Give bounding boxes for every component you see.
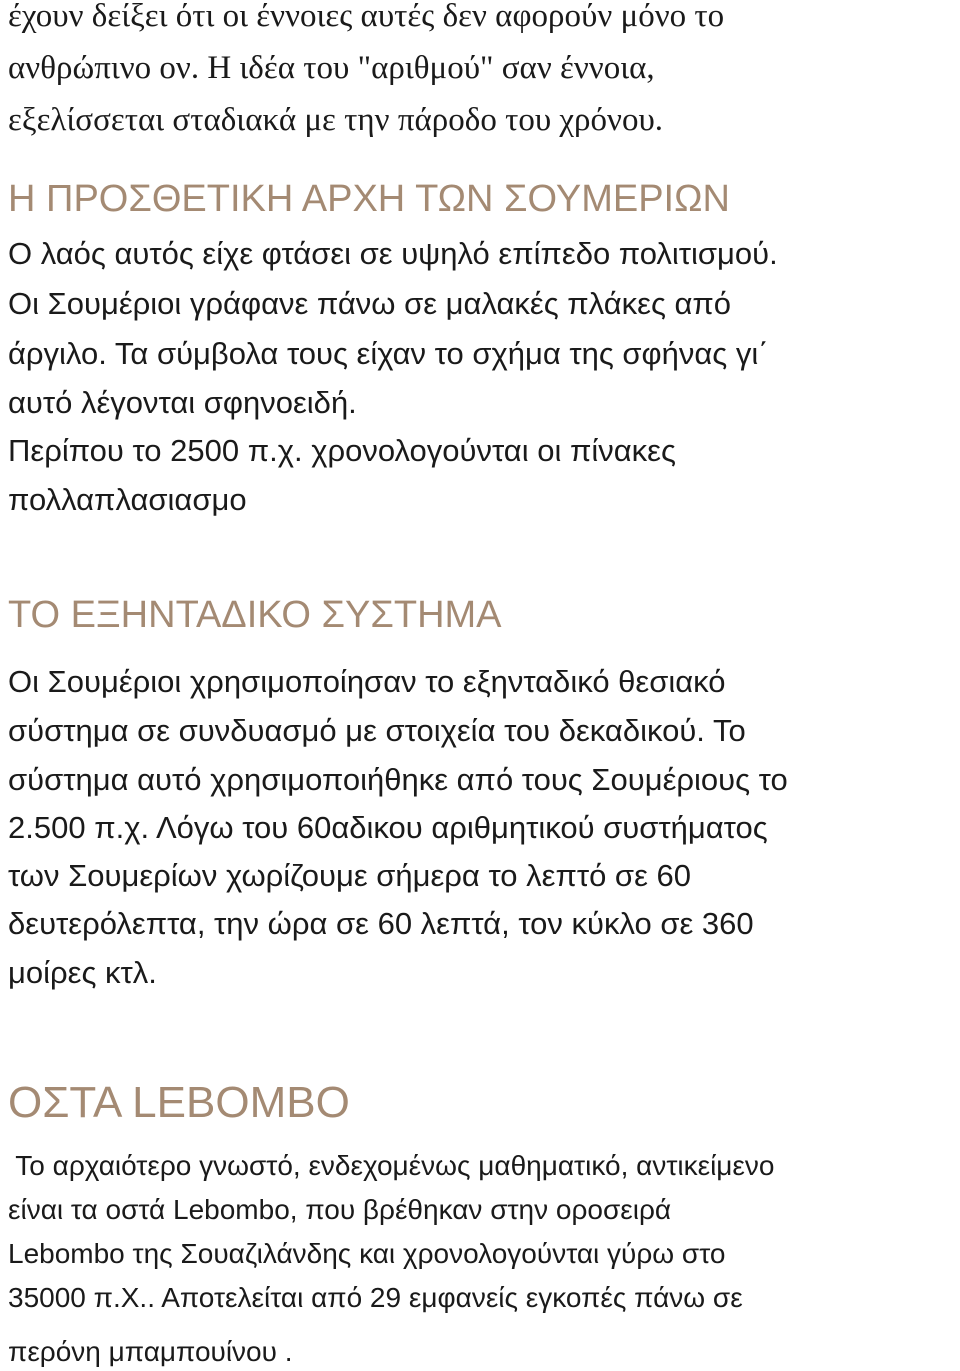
sumerian-line-3: άργιλο. Τα σύμβολα τους είχαν το σχήμα της σφήνας γι΄ <box>8 336 769 371</box>
sexagesimal-line-5: των Σουμερίων χωρίζουμε σήμερα το λεπτό σε 60 <box>8 858 691 893</box>
section-heading-lebombo: ΟΣΤΑ LEBOMBO <box>8 1078 350 1127</box>
sumerian-line-2: Οι Σουμέριοι γράφανε πάνω σε μαλακές πλάκες από <box>8 286 732 321</box>
sexagesimal-line-7: μοίρες κτλ. <box>8 955 157 990</box>
sexagesimal-line-2: σύστημα σε συνδυασμό με στοιχεία του δεκαδικού. Το <box>8 713 746 748</box>
lebombo-line-5: περόνη μπαμπουίνου . <box>8 1336 293 1367</box>
intro-line-3: εξελίσσεται σταδιακά με την πάροδο του χρόνου. <box>8 102 664 138</box>
lebombo-line-1: Το αρχαιότερο γνωστό, ενδεχομένως μαθηματικό, αντικείμενο <box>8 1150 775 1181</box>
lebombo-line-4: 35000 π.Χ.. Αποτελείται από 29 εμφανείς εγκοπές πάνω σε <box>8 1282 743 1313</box>
section-heading-sexagesimal: ΤΟ ΕΞΗΝΤΑΔΙΚΟ ΣΥΣΤΗΜΑ <box>8 594 502 636</box>
lebombo-line-2: είναι τα οστά Lebombo, που βρέθηκαν στην οροσειρά <box>8 1194 672 1225</box>
sumerian-line-6: πολλαπλασιασμο <box>8 482 247 517</box>
sumerian-line-1: Ο λαός αυτός είχε φτάσει σε υψηλό επίπεδο πολιτισμού. <box>8 236 778 271</box>
intro-line-1: έχουν δείξει ότι οι έννοιες αυτές δεν αφορούν μόνο το <box>8 0 725 34</box>
intro-line-2: ανθρώπινο ον. Η ιδέα του "αριθμού" σαν έννοια, <box>8 50 655 86</box>
sexagesimal-line-6: δευτερόλεπτα, την ώρα σε 60 λεπτά, τον κύκλο σε 360 <box>8 906 754 941</box>
lebombo-line-3: Lebombo της Σουαζιλάνδης και χρονολογούνται γύρω στο <box>8 1238 726 1269</box>
sexagesimal-line-4: 2.500 π.χ. Λόγω του 60αδικου αριθμητικού συστήματος <box>8 810 768 845</box>
sexagesimal-line-1: Οι Σουμέριοι χρησιμοποίησαν το εξηνταδικό θεσιακό <box>8 664 726 699</box>
section-heading-sumerian: Η ΠΡΟΣΘΕΤΙΚΗ ΑΡΧΗ ΤΩΝ ΣΟΥΜΕΡΙΩΝ <box>8 178 730 220</box>
sumerian-line-4: αυτό λέγονται σφηνοειδή. <box>8 385 357 420</box>
sumerian-line-5: Περίπου το 2500 π.χ. χρονολογούνται οι πίνακες <box>8 433 676 468</box>
sexagesimal-line-3: σύστημα αυτό χρησιμοποιήθηκε από τους Σουμέριους το <box>8 762 788 797</box>
